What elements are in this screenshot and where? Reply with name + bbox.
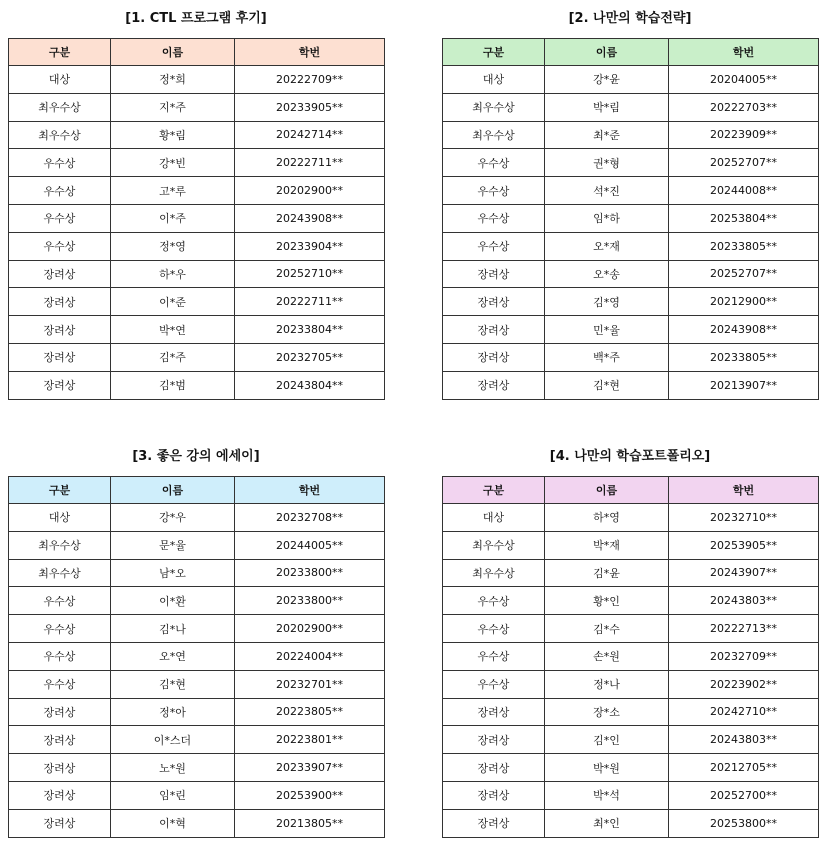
header-row xyxy=(9,39,385,66)
cell-name: 김*수 xyxy=(545,615,669,643)
cell-name: 오*연 xyxy=(111,642,235,670)
award-table-1 xyxy=(8,38,385,400)
table-row xyxy=(443,204,819,232)
cell-name: 오*송 xyxy=(545,260,669,288)
cell-name: 김*영 xyxy=(545,288,669,316)
cell-name: 문*율 xyxy=(111,531,235,559)
cell-category: 장려상 xyxy=(443,698,545,726)
cell-student-id: 20232705** xyxy=(235,343,385,371)
award-table-3 xyxy=(8,476,385,838)
table-row xyxy=(443,260,819,288)
cell-category: 우수상 xyxy=(9,204,111,232)
cell-name: 손*원 xyxy=(545,642,669,670)
cell-name: 이*환 xyxy=(111,587,235,615)
cell-category: 대상 xyxy=(443,66,545,94)
cell-name: 정*희 xyxy=(111,66,235,94)
cell-student-id: 20223909** xyxy=(669,121,819,149)
cell-student-id: 20232710** xyxy=(669,504,819,532)
cell-student-id: 20233804** xyxy=(235,316,385,344)
cell-name: 강*우 xyxy=(111,504,235,532)
cell-category: 장려상 xyxy=(443,343,545,371)
cell-category: 우수상 xyxy=(9,177,111,205)
table-row xyxy=(443,670,819,698)
table-row xyxy=(9,288,385,316)
cell-name: 이*스더 xyxy=(111,726,235,754)
cell-name: 지*주 xyxy=(111,93,235,121)
cell-student-id: 20222709** xyxy=(235,66,385,94)
cell-name: 정*아 xyxy=(111,698,235,726)
cell-name: 박*재 xyxy=(545,531,669,559)
cell-name: 김*인 xyxy=(545,726,669,754)
section-title: [3. 좋은 강의 에세이] xyxy=(132,449,260,464)
cell-student-id: 20243803** xyxy=(669,587,819,615)
table-row xyxy=(9,781,385,809)
award-section-2 xyxy=(442,0,818,400)
cell-category: 장려상 xyxy=(443,754,545,782)
award-section-1 xyxy=(8,0,384,400)
cell-student-id: 20243803** xyxy=(669,726,819,754)
table-row xyxy=(9,698,385,726)
cell-category: 우수상 xyxy=(443,177,545,205)
cell-student-id: 20243804** xyxy=(235,371,385,399)
table-row xyxy=(443,642,819,670)
cell-student-id: 20232709** xyxy=(669,642,819,670)
cell-category: 최우수상 xyxy=(443,121,545,149)
table-row xyxy=(443,781,819,809)
table-row xyxy=(9,371,385,399)
cell-student-id: 20233805** xyxy=(669,343,819,371)
cell-category: 장려상 xyxy=(9,754,111,782)
cell-name: 장*소 xyxy=(545,698,669,726)
cell-name: 이*혁 xyxy=(111,809,235,837)
cell-category: 우수상 xyxy=(443,670,545,698)
table-row xyxy=(9,66,385,94)
cell-category: 장려상 xyxy=(443,260,545,288)
cell-student-id: 20253804** xyxy=(669,204,819,232)
table-row xyxy=(443,587,819,615)
table-row xyxy=(9,260,385,288)
table-row xyxy=(9,343,385,371)
table-row xyxy=(9,670,385,698)
cell-name: 김*윤 xyxy=(545,559,669,587)
cell-student-id: 20233904** xyxy=(235,232,385,260)
cell-name: 하*우 xyxy=(111,260,235,288)
cell-category: 장려상 xyxy=(443,809,545,837)
header-name: 이름 xyxy=(111,477,235,504)
table-row xyxy=(443,121,819,149)
cell-student-id: 20224004** xyxy=(235,642,385,670)
cell-category: 최우수상 xyxy=(9,531,111,559)
table-row xyxy=(9,754,385,782)
award-section-4 xyxy=(442,438,818,838)
header-row xyxy=(443,39,819,66)
cell-name: 민*율 xyxy=(545,316,669,344)
table-row xyxy=(9,149,385,177)
cell-category: 우수상 xyxy=(443,204,545,232)
cell-name: 박*석 xyxy=(545,781,669,809)
table-row xyxy=(443,615,819,643)
cell-student-id: 20222711** xyxy=(235,288,385,316)
table-row xyxy=(443,726,819,754)
cell-student-id: 20223801** xyxy=(235,726,385,754)
cell-category: 장려상 xyxy=(9,288,111,316)
table-row xyxy=(443,149,819,177)
cell-name: 김*현 xyxy=(545,371,669,399)
table-row xyxy=(443,93,819,121)
table-row xyxy=(443,343,819,371)
header-name: 이름 xyxy=(111,39,235,66)
cell-student-id: 20202900** xyxy=(235,177,385,205)
award-section-3 xyxy=(8,438,384,838)
cell-name: 김*나 xyxy=(111,615,235,643)
table-row xyxy=(9,232,385,260)
header-category: 구분 xyxy=(443,39,545,66)
cell-category: 대상 xyxy=(9,504,111,532)
cell-name: 임*린 xyxy=(111,781,235,809)
table-row xyxy=(9,504,385,532)
award-table-2 xyxy=(442,38,819,400)
cell-category: 우수상 xyxy=(9,149,111,177)
cell-student-id: 20232701** xyxy=(235,670,385,698)
table-row xyxy=(9,615,385,643)
cell-category: 장려상 xyxy=(9,809,111,837)
table-row xyxy=(443,66,819,94)
table-row xyxy=(443,698,819,726)
award-table-4 xyxy=(442,476,819,838)
cell-category: 대상 xyxy=(9,66,111,94)
cell-name: 이*주 xyxy=(111,204,235,232)
cell-category: 우수상 xyxy=(9,587,111,615)
cell-student-id: 20233805** xyxy=(669,232,819,260)
cell-category: 장려상 xyxy=(9,260,111,288)
header-student-id: 학번 xyxy=(669,39,819,66)
table-row xyxy=(9,559,385,587)
cell-category: 우수상 xyxy=(443,642,545,670)
cell-category: 최우수상 xyxy=(9,93,111,121)
cell-name: 이*준 xyxy=(111,288,235,316)
cell-category: 장려상 xyxy=(443,726,545,754)
cell-student-id: 20253900** xyxy=(235,781,385,809)
cell-category: 우수상 xyxy=(443,615,545,643)
cell-category: 우수상 xyxy=(9,670,111,698)
cell-name: 노*원 xyxy=(111,754,235,782)
cell-student-id: 20242714** xyxy=(235,121,385,149)
table-row xyxy=(443,531,819,559)
cell-category: 장려상 xyxy=(443,371,545,399)
cell-category: 최우수상 xyxy=(9,559,111,587)
cell-student-id: 20223902** xyxy=(669,670,819,698)
header-category: 구분 xyxy=(9,39,111,66)
cell-category: 장려상 xyxy=(9,698,111,726)
cell-student-id: 20243907** xyxy=(669,559,819,587)
table-row xyxy=(9,726,385,754)
cell-name: 박*림 xyxy=(545,93,669,121)
cell-name: 백*주 xyxy=(545,343,669,371)
cell-category: 최우수상 xyxy=(443,559,545,587)
cell-student-id: 20204005** xyxy=(669,66,819,94)
cell-student-id: 20222711** xyxy=(235,149,385,177)
cell-name: 고*루 xyxy=(111,177,235,205)
header-student-id: 학번 xyxy=(235,39,385,66)
table-row xyxy=(9,204,385,232)
cell-name: 정*나 xyxy=(545,670,669,698)
cell-student-id: 20252710** xyxy=(235,260,385,288)
cell-student-id: 20213805** xyxy=(235,809,385,837)
header-row xyxy=(443,477,819,504)
table-row xyxy=(9,177,385,205)
cell-student-id: 20244005** xyxy=(235,531,385,559)
table-row xyxy=(9,531,385,559)
table-row xyxy=(443,288,819,316)
header-name: 이름 xyxy=(545,477,669,504)
cell-student-id: 20233800** xyxy=(235,587,385,615)
section-title: [4. 나만의 학습포트폴리오] xyxy=(549,449,711,464)
cell-student-id: 20252707** xyxy=(669,260,819,288)
section-title: [2. 나만의 학습전략] xyxy=(568,11,692,26)
table-row xyxy=(443,177,819,205)
cell-student-id: 20212705** xyxy=(669,754,819,782)
cell-name: 김*현 xyxy=(111,670,235,698)
cell-student-id: 20252707** xyxy=(669,149,819,177)
cell-student-id: 20233800** xyxy=(235,559,385,587)
cell-name: 강*빈 xyxy=(111,149,235,177)
cell-category: 장려상 xyxy=(9,371,111,399)
header-student-id: 학번 xyxy=(235,477,385,504)
cell-student-id: 20213907** xyxy=(669,371,819,399)
cell-student-id: 20253905** xyxy=(669,531,819,559)
cell-student-id: 20233905** xyxy=(235,93,385,121)
cell-student-id: 20223805** xyxy=(235,698,385,726)
table-row xyxy=(9,316,385,344)
cell-name: 황*인 xyxy=(545,587,669,615)
header-student-id: 학번 xyxy=(669,477,819,504)
table-row xyxy=(443,371,819,399)
cell-name: 김*범 xyxy=(111,371,235,399)
cell-student-id: 20202900** xyxy=(235,615,385,643)
cell-category: 우수상 xyxy=(9,642,111,670)
cell-name: 권*형 xyxy=(545,149,669,177)
cell-category: 우수상 xyxy=(9,232,111,260)
cell-category: 우수상 xyxy=(443,149,545,177)
header-row xyxy=(9,477,385,504)
cell-category: 우수상 xyxy=(443,232,545,260)
cell-name: 박*원 xyxy=(545,754,669,782)
cell-name: 최*준 xyxy=(545,121,669,149)
table-row xyxy=(443,809,819,837)
cell-name: 강*윤 xyxy=(545,66,669,94)
table-row xyxy=(9,587,385,615)
table-row xyxy=(9,93,385,121)
cell-category: 우수상 xyxy=(9,615,111,643)
cell-student-id: 20252700** xyxy=(669,781,819,809)
cell-student-id: 20212900** xyxy=(669,288,819,316)
cell-category: 대상 xyxy=(443,504,545,532)
cell-category: 우수상 xyxy=(443,587,545,615)
cell-name: 최*인 xyxy=(545,809,669,837)
cell-category: 최우수상 xyxy=(9,121,111,149)
cell-name: 박*연 xyxy=(111,316,235,344)
cell-category: 장려상 xyxy=(443,781,545,809)
cell-category: 최우수상 xyxy=(443,93,545,121)
section-title: [1. CTL 프로그램 후기] xyxy=(125,11,267,26)
cell-category: 장려상 xyxy=(443,288,545,316)
table-row xyxy=(9,642,385,670)
header-category: 구분 xyxy=(443,477,545,504)
cell-name: 황*림 xyxy=(111,121,235,149)
cell-category: 장려상 xyxy=(443,316,545,344)
cell-name: 정*영 xyxy=(111,232,235,260)
table-row xyxy=(443,559,819,587)
cell-student-id: 20243908** xyxy=(669,316,819,344)
cell-name: 김*주 xyxy=(111,343,235,371)
cell-student-id: 20243908** xyxy=(235,204,385,232)
cell-student-id: 20222703** xyxy=(669,93,819,121)
cell-category: 장려상 xyxy=(9,343,111,371)
cell-name: 남*오 xyxy=(111,559,235,587)
cell-name: 임*하 xyxy=(545,204,669,232)
cell-student-id: 20232708** xyxy=(235,504,385,532)
cell-name: 오*재 xyxy=(545,232,669,260)
cell-student-id: 20222713** xyxy=(669,615,819,643)
cell-category: 최우수상 xyxy=(443,531,545,559)
table-row xyxy=(443,316,819,344)
table-row xyxy=(443,754,819,782)
table-row xyxy=(9,809,385,837)
cell-name: 하*영 xyxy=(545,504,669,532)
cell-student-id: 20242710** xyxy=(669,698,819,726)
cell-student-id: 20244008** xyxy=(669,177,819,205)
cell-student-id: 20233907** xyxy=(235,754,385,782)
cell-category: 장려상 xyxy=(9,726,111,754)
cell-name: 석*진 xyxy=(545,177,669,205)
cell-category: 장려상 xyxy=(9,781,111,809)
header-name: 이름 xyxy=(545,39,669,66)
cell-category: 장려상 xyxy=(9,316,111,344)
table-row xyxy=(443,232,819,260)
table-row xyxy=(443,504,819,532)
cell-student-id: 20253800** xyxy=(669,809,819,837)
header-category: 구분 xyxy=(9,477,111,504)
table-row xyxy=(9,121,385,149)
